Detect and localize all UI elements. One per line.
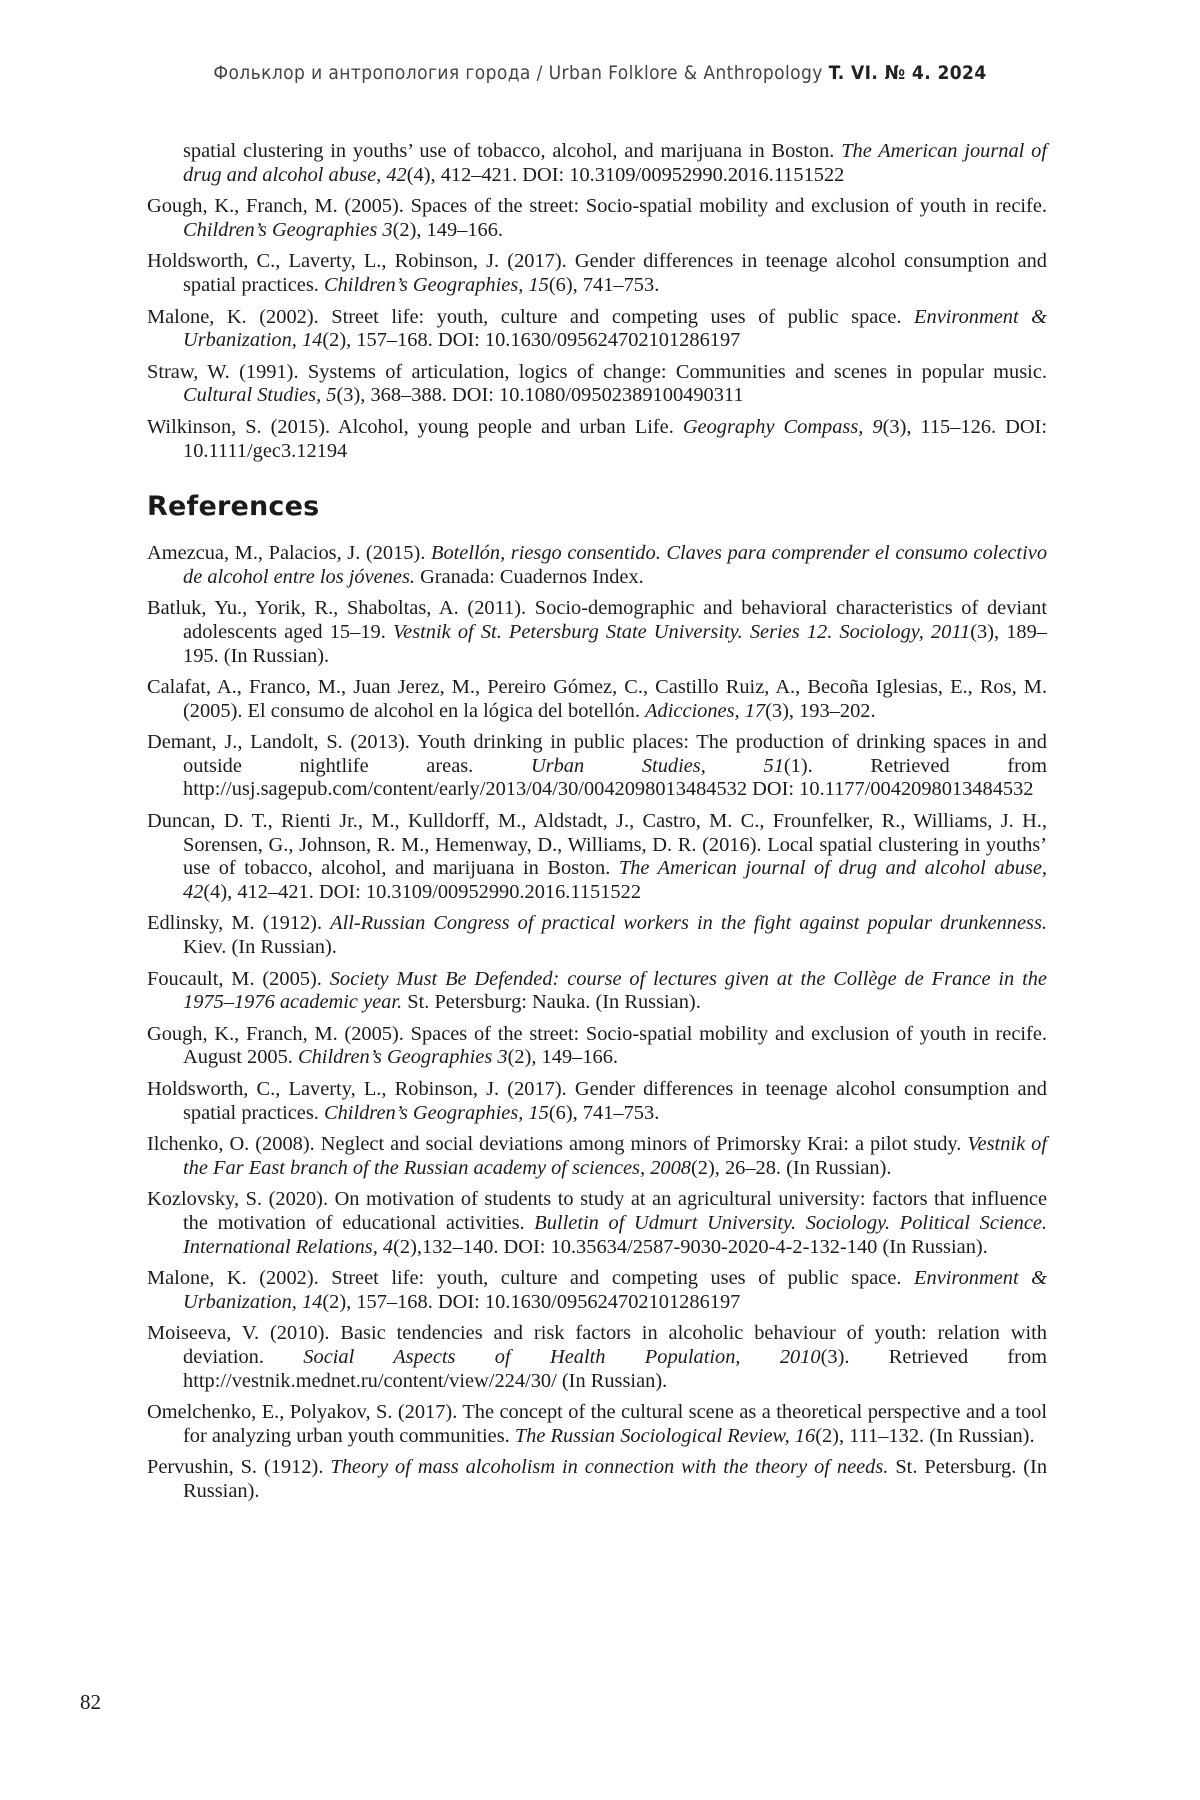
reference-details: Granada: Cuadernos Index.: [415, 566, 644, 588]
reference-entry: [147, 1078, 1047, 1125]
reference-text: Gough, K., Franch, M. (2005). Spaces of the street: Socio-spatial mobility and exclusion of youth in recife.: [147, 195, 1047, 217]
reference-details: (2), 149–166.: [393, 219, 503, 241]
reference-source: Urban Studies, 51: [531, 755, 784, 777]
reference-entry: [147, 416, 1047, 463]
reference-text: Straw, W. (1991). Systems of articulation, logics of change: Communities and scenes in popular music.: [147, 361, 1047, 383]
reference-source: Children’s Geographies 3: [183, 219, 393, 241]
reference-source: Botellón, riesgo consentido. Claves para comprender el consumo colectivo de alcohol entre los jóvenes.: [183, 542, 1047, 588]
reference-details: (2), 149–166.: [508, 1046, 618, 1068]
reference-entry: [147, 542, 1047, 589]
reference-source: The Russian Sociological Review, 16: [515, 1425, 815, 1447]
reference-source: Children’s Geographies, 15: [324, 274, 549, 296]
reference-source: Theory of mass alcoholism in connection with the theory of needs.: [330, 1456, 888, 1478]
header-separator: /: [531, 62, 549, 84]
reference-text: Moiseeva, V. (2010). Basic tendencies and risk factors in alcoholic behaviour of youth: relation with deviation.: [147, 1322, 1047, 1368]
reference-details: (4), 412–421. DOI: 10.3109/00952990.2016.1151522: [203, 881, 641, 903]
reference-details: (3), 368–388. DOI: 10.1080/09502389100490311: [337, 384, 744, 406]
reference-source: Environment & Urbanization, 14: [183, 306, 1047, 352]
header-volume: T. VI. № 4. 2024: [829, 62, 987, 84]
reference-details: (3), 193–202.: [765, 700, 875, 722]
reference-entry: [147, 810, 1047, 904]
references-list: [147, 542, 1047, 1503]
reference-text: Foucault, M. (2005).: [147, 968, 330, 990]
reference-source: The American journal of drug and alcohol abuse, 42: [183, 140, 1047, 186]
reference-source: Geography Compass, 9: [683, 416, 883, 438]
header-ru-journal: Фольклор и антропология города: [213, 62, 530, 84]
reference-text: Amezcua, M., Palacios, J. (2015).: [147, 542, 431, 564]
reference-source: Adicciones, 17: [645, 700, 765, 722]
reference-entry: [147, 250, 1047, 297]
reference-entry: [147, 1023, 1047, 1070]
reference-source: Vestnik of St. Petersburg State University. Series 12. Sociology, 2011: [393, 621, 970, 643]
reference-source: Bulletin of Udmurt University. Sociology. Political Science. International Relations, 4: [183, 1212, 1047, 1258]
reference-entry: [147, 1456, 1047, 1503]
reference-text: Holdsworth, C., Laverty, L., Robinson, J. (2017). Gender differences in teenage alcohol consumption and spatial practices.: [147, 1078, 1047, 1124]
reference-source: Social Aspects of Health Population, 2010: [303, 1346, 820, 1368]
reference-entry: [147, 968, 1047, 1015]
references-heading: References: [147, 491, 1047, 522]
reference-text: Batluk, Yu., Yorik, R., Shaboltas, A. (2011). Socio-demographic and behavioral characteristics of deviant adolescents aged 15–19.: [147, 597, 1047, 643]
reference-source: Children’s Geographies 3: [298, 1046, 508, 1068]
reference-column: [147, 140, 1047, 1512]
reference-details: (3), 189–195. (In Russian).: [183, 621, 1047, 667]
header-en-journal: Urban Folklore & Anthropology: [549, 62, 823, 84]
reference-details: (4), 412–421. DOI: 10.3109/00952990.2016.1151522: [407, 164, 845, 186]
reference-entry: [147, 361, 1047, 408]
continued-reference-list: [147, 140, 1047, 187]
reference-source: Environment & Urbanization, 14: [183, 1267, 1047, 1313]
reference-text: Edlinsky, M. (1912).: [147, 912, 330, 934]
reference-details: (1). Retrieved from http://usj.sagepub.com/content/early/2013/04/30/0042098013484532 DOI: 10.1177/0042098013484532: [183, 755, 1047, 801]
reference-text: Pervushin, S. (1912).: [147, 1456, 330, 1478]
reference-source: All-Russian Congress of practical workers in the fight against popular drunkenness.: [330, 912, 1047, 934]
reference-details: (2), 26–28. (In Russian).: [691, 1157, 891, 1179]
reference-details: Kiev. (In Russian).: [183, 936, 337, 958]
reference-entry: [147, 140, 1047, 187]
reference-entry: [147, 1188, 1047, 1259]
reference-text: Malone, K. (2002). Street life: youth, culture and competing uses of public space.: [147, 1267, 914, 1289]
reference-source: The American journal of drug and alcohol abuse, 42: [183, 857, 1047, 903]
reference-text: Gough, K., Franch, M. (2005). Spaces of the street: Socio-spatial mobility and exclusion of youth in recife. August 2005.: [147, 1023, 1047, 1069]
reference-details: (2), 157–168. DOI: 10.1630/095624702101286197: [322, 329, 740, 351]
top-reference-list: [147, 195, 1047, 463]
reference-text: Malone, K. (2002). Street life: youth, culture and competing uses of public space.: [147, 306, 914, 328]
reference-entry: [147, 597, 1047, 668]
reference-text: Calafat, A., Franco, M., Juan Jerez, M., Pereiro Gómez, C., Castillo Ruiz, A., Becoña Iglesias, E., Ros, M. (2005). El consumo de alcohol en la lógica del botellón.: [147, 676, 1047, 722]
reference-source: Children’s Geographies, 15: [324, 1102, 549, 1124]
reference-text: Ilchenko, O. (2008). Neglect and social deviations among minors of Primorsky Krai: a pilot study.: [147, 1133, 967, 1155]
reference-source: Society Must Be Defended: course of lectures given at the Collège de France in the 1975–1976 academic year.: [183, 968, 1047, 1014]
reference-text: Demant, J., Landolt, S. (2013). Youth drinking in public places: The production of drinking spaces in and outside nightlife areas.: [147, 731, 1047, 777]
reference-details: (2), 157–168. DOI: 10.1630/095624702101286197: [322, 1291, 740, 1313]
reference-details: (6), 741–753.: [549, 274, 659, 296]
reference-details: (3), 115–126. DOI: 10.1111/gec3.12194: [183, 416, 1047, 462]
reference-source: Vestnik of the Far East branch of the Russian academy of sciences, 2008: [183, 1133, 1047, 1179]
reference-details: St. Petersburg: Nauka. (In Russian).: [402, 991, 701, 1013]
reference-text: Holdsworth, C., Laverty, L., Robinson, J. (2017). Gender differences in teenage alcohol consumption and spatial practices.: [147, 250, 1047, 296]
reference-details: (3). Retrieved from http://vestnik.mednet.ru/content/view/224/30/ (In Russian).: [183, 1346, 1047, 1392]
reference-entry: [147, 306, 1047, 353]
reference-details: (6), 741–753.: [549, 1102, 659, 1124]
reference-text: Wilkinson, S. (2015). Alcohol, young people and urban Life.: [147, 416, 683, 438]
reference-entry: [147, 676, 1047, 723]
page-number: 82: [80, 1690, 101, 1715]
reference-text: Duncan, D. T., Rienti Jr., M., Kulldorff, M., Aldstadt, J., Castro, M. C., Frounfelker, R., Williams, J. H., Sorensen, G., Johnson, R. M., Hemenway, D., Williams, D. R. (2016). Local spatial clustering in youths’ use of tobacco, alcohol, and marijuana in Boston.: [147, 810, 1047, 879]
reference-entry: [147, 1267, 1047, 1314]
reference-entry: [147, 731, 1047, 802]
reference-entry: [147, 1322, 1047, 1393]
running-header: [0, 62, 1200, 84]
reference-details: St. Petersburg. (In Russian).: [183, 1456, 1047, 1502]
reference-entry: [147, 912, 1047, 959]
reference-details: (2), 111–132. (In Russian).: [815, 1425, 1034, 1447]
reference-details: (2),132–140. DOI: 10.35634/2587-9030-2020-4-2-132-140 (In Russian).: [393, 1236, 988, 1258]
reference-text: Kozlovsky, S. (2020). On motivation of students to study at an agricultural university: factors that influence the motivation of educational activities.: [147, 1188, 1047, 1234]
reference-text: spatial clustering in youths’ use of tobacco, alcohol, and marijuana in Boston.: [183, 140, 841, 162]
reference-entry: [147, 1133, 1047, 1180]
reference-entry: [147, 195, 1047, 242]
reference-entry: [147, 1401, 1047, 1448]
reference-text: Omelchenko, E., Polyakov, S. (2017). The concept of the cultural scene as a theoretical perspective and a tool for analyzing urban youth communities.: [147, 1401, 1047, 1447]
reference-source: Cultural Studies, 5: [183, 384, 337, 406]
